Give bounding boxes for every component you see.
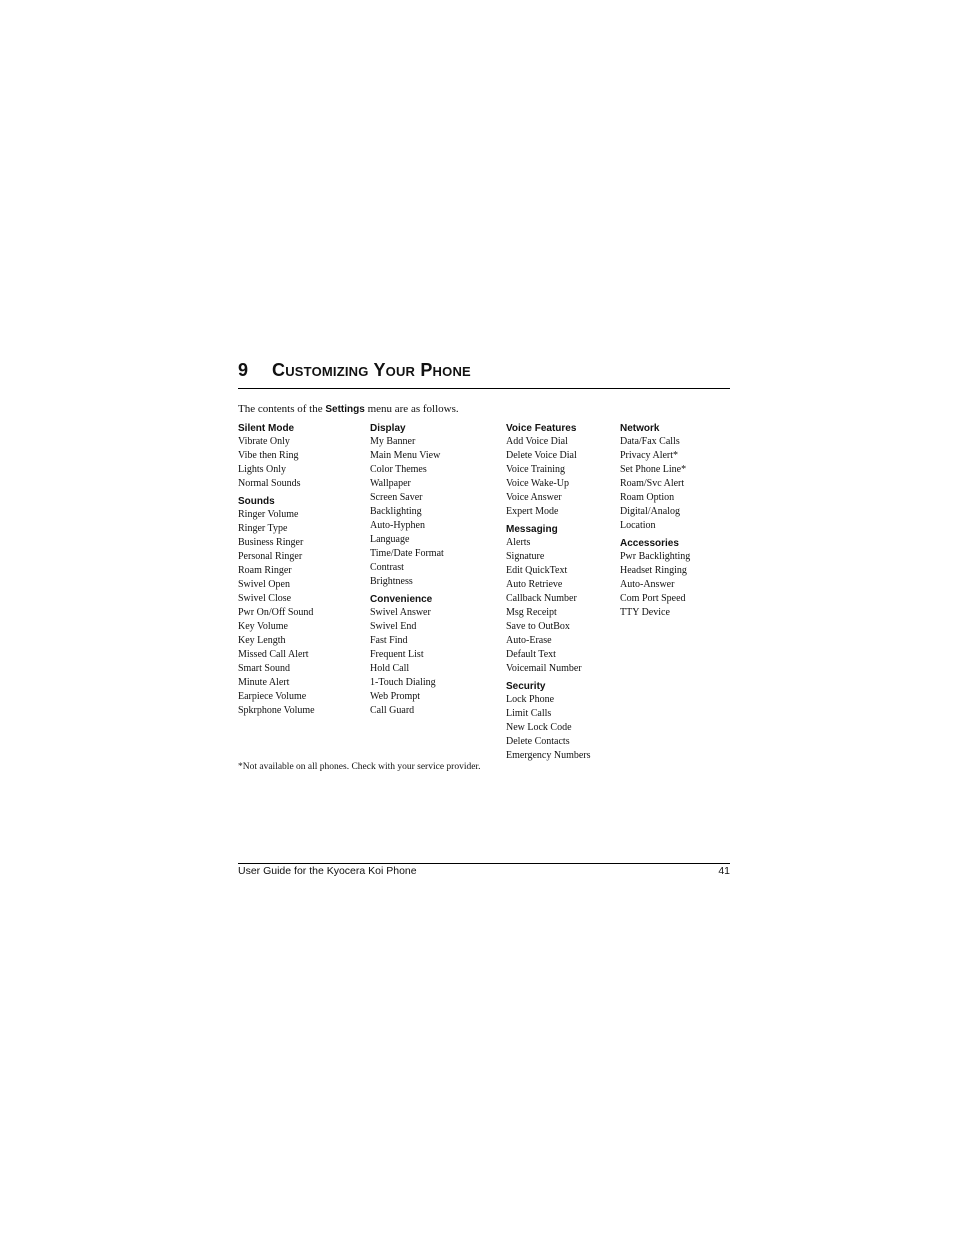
menu-item: Brightness: [370, 576, 413, 587]
menu-column-3: [506, 422, 591, 763]
menu-item: Fast Find: [370, 635, 408, 646]
menu-section: [370, 593, 444, 718]
menu-section: [506, 680, 591, 763]
menu-item: Ringer Type: [238, 523, 288, 534]
menu-item: Edit QuickText: [506, 565, 568, 576]
menu-section: [620, 422, 690, 533]
menu-item: Lights Only: [238, 464, 287, 475]
menu-item: Ringer Volume: [238, 509, 299, 520]
menu-item: Roam/Svc Alert: [620, 478, 685, 489]
menu-item: Auto Retrieve: [506, 579, 563, 590]
page-number: 41: [718, 865, 730, 877]
menu-item: Voicemail Number: [506, 663, 582, 674]
intro-keyword: Settings: [325, 404, 365, 415]
menu-item: New Lock Code: [506, 722, 572, 733]
chapter-header: [238, 360, 730, 389]
menu-item: Emergency Numbers: [506, 750, 591, 761]
footer-title: User Guide for the Kyocera Koi Phone: [238, 865, 417, 877]
menu-section: [238, 495, 315, 718]
intro-before: The contents of the: [238, 403, 326, 415]
menu-column-4: [620, 422, 690, 620]
menu-item: Vibrate Only: [238, 436, 290, 447]
menu-item: Language: [370, 534, 410, 545]
menu-item: Auto-Hyphen: [370, 520, 425, 531]
menu-item: Roam Ringer: [238, 565, 292, 576]
menu-item: Add Voice Dial: [506, 436, 568, 447]
menu-section: [506, 523, 591, 676]
menu-item: Voice Wake-Up: [506, 478, 569, 489]
menu-item: Location: [620, 520, 656, 531]
section-heading: Accessories: [620, 538, 679, 549]
menu-item: Auto-Erase: [506, 635, 552, 646]
intro-text: [238, 403, 459, 415]
menu-column-2: [370, 422, 444, 718]
menu-item: TTY Device: [620, 607, 670, 618]
menu-item: Pwr On/Off Sound: [238, 607, 314, 618]
menu-item: My Banner: [370, 436, 416, 447]
menu-item: Contrast: [370, 562, 404, 573]
section-heading: Convenience: [370, 594, 433, 605]
menu-item: Hold Call: [370, 663, 410, 674]
menu-item: Wallpaper: [370, 478, 411, 489]
menu-item: Swivel Close: [238, 593, 292, 604]
section-heading: Sounds: [238, 496, 275, 507]
menu-item: Call Guard: [370, 705, 415, 716]
page-footer: [238, 863, 730, 877]
section-heading: Messaging: [506, 524, 558, 535]
menu-item: Delete Contacts: [506, 736, 570, 747]
menu-item: Expert Mode: [506, 506, 559, 517]
menu-item: Spkrphone Volume: [238, 705, 315, 716]
menu-item: Swivel Open: [238, 579, 290, 590]
menu-item: Save to OutBox: [506, 621, 570, 632]
menu-item: Vibe then Ring: [238, 450, 299, 461]
menu-item: Key Volume: [238, 621, 288, 632]
menu-item: Msg Receipt: [506, 607, 557, 618]
menu-section: [238, 422, 315, 491]
section-heading: Silent Mode: [238, 423, 295, 434]
menu-item: Delete Voice Dial: [506, 450, 577, 461]
section-heading: Display: [370, 423, 406, 434]
menu-item: Color Themes: [370, 464, 427, 475]
menu-item: Digital/Analog: [620, 506, 680, 517]
menu-item: Key Length: [238, 635, 286, 646]
menu-item: Business Ringer: [238, 537, 304, 548]
menu-item: Limit Calls: [506, 708, 552, 719]
menu-item: Missed Call Alert: [238, 649, 309, 660]
section-heading: Security: [506, 681, 546, 692]
menu-item: 1-Touch Dialing: [370, 677, 436, 688]
footnote: *Not available on all phones. Check with your service provider.: [238, 762, 481, 772]
menu-item: Headset Ringing: [620, 565, 687, 576]
section-heading: Network: [620, 423, 660, 434]
menu-item: Callback Number: [506, 593, 577, 604]
menu-section: [506, 422, 591, 519]
menu-item: Swivel End: [370, 621, 417, 632]
menu-item: Default Text: [506, 649, 556, 660]
menu-item: Smart Sound: [238, 663, 290, 674]
menu-item: Privacy Alert*: [620, 450, 679, 461]
menu-item: Lock Phone: [506, 694, 555, 705]
menu-item: Alerts: [506, 537, 531, 548]
menu-item: Web Prompt: [370, 691, 421, 702]
menu-item: Voice Answer: [506, 492, 562, 503]
menu-item: Earpiece Volume: [238, 691, 307, 702]
menu-item: Normal Sounds: [238, 478, 301, 489]
menu-item: Personal Ringer: [238, 551, 303, 562]
menu-item: Data/Fax Calls: [620, 436, 680, 447]
intro-after: menu are as follows.: [364, 403, 459, 415]
menu-item: Com Port Speed: [620, 593, 686, 604]
menu-item: Time/Date Format: [370, 548, 444, 559]
menu-item: Backlighting: [370, 506, 422, 517]
menu-item: Screen Saver: [370, 492, 423, 503]
chapter-number: 9: [238, 360, 249, 380]
menu-section: [370, 422, 444, 589]
menu-item: Minute Alert: [238, 677, 290, 688]
section-heading: Voice Features: [506, 423, 577, 434]
menu-item: Auto-Answer: [620, 579, 675, 590]
menu-item: Pwr Backlighting: [620, 551, 691, 562]
menu-item: Voice Training: [506, 464, 565, 475]
menu-item: Main Menu View: [370, 450, 441, 461]
menu-column-1: [238, 422, 315, 718]
menu-item: Swivel Answer: [370, 607, 431, 618]
menu-item: Frequent List: [370, 649, 424, 660]
menu-section: [620, 537, 690, 620]
menu-item: Signature: [506, 551, 545, 562]
menu-item: Set Phone Line*: [620, 464, 687, 475]
menu-item: Roam Option: [620, 492, 675, 503]
chapter-title: Customizing Your Phone: [272, 360, 471, 380]
